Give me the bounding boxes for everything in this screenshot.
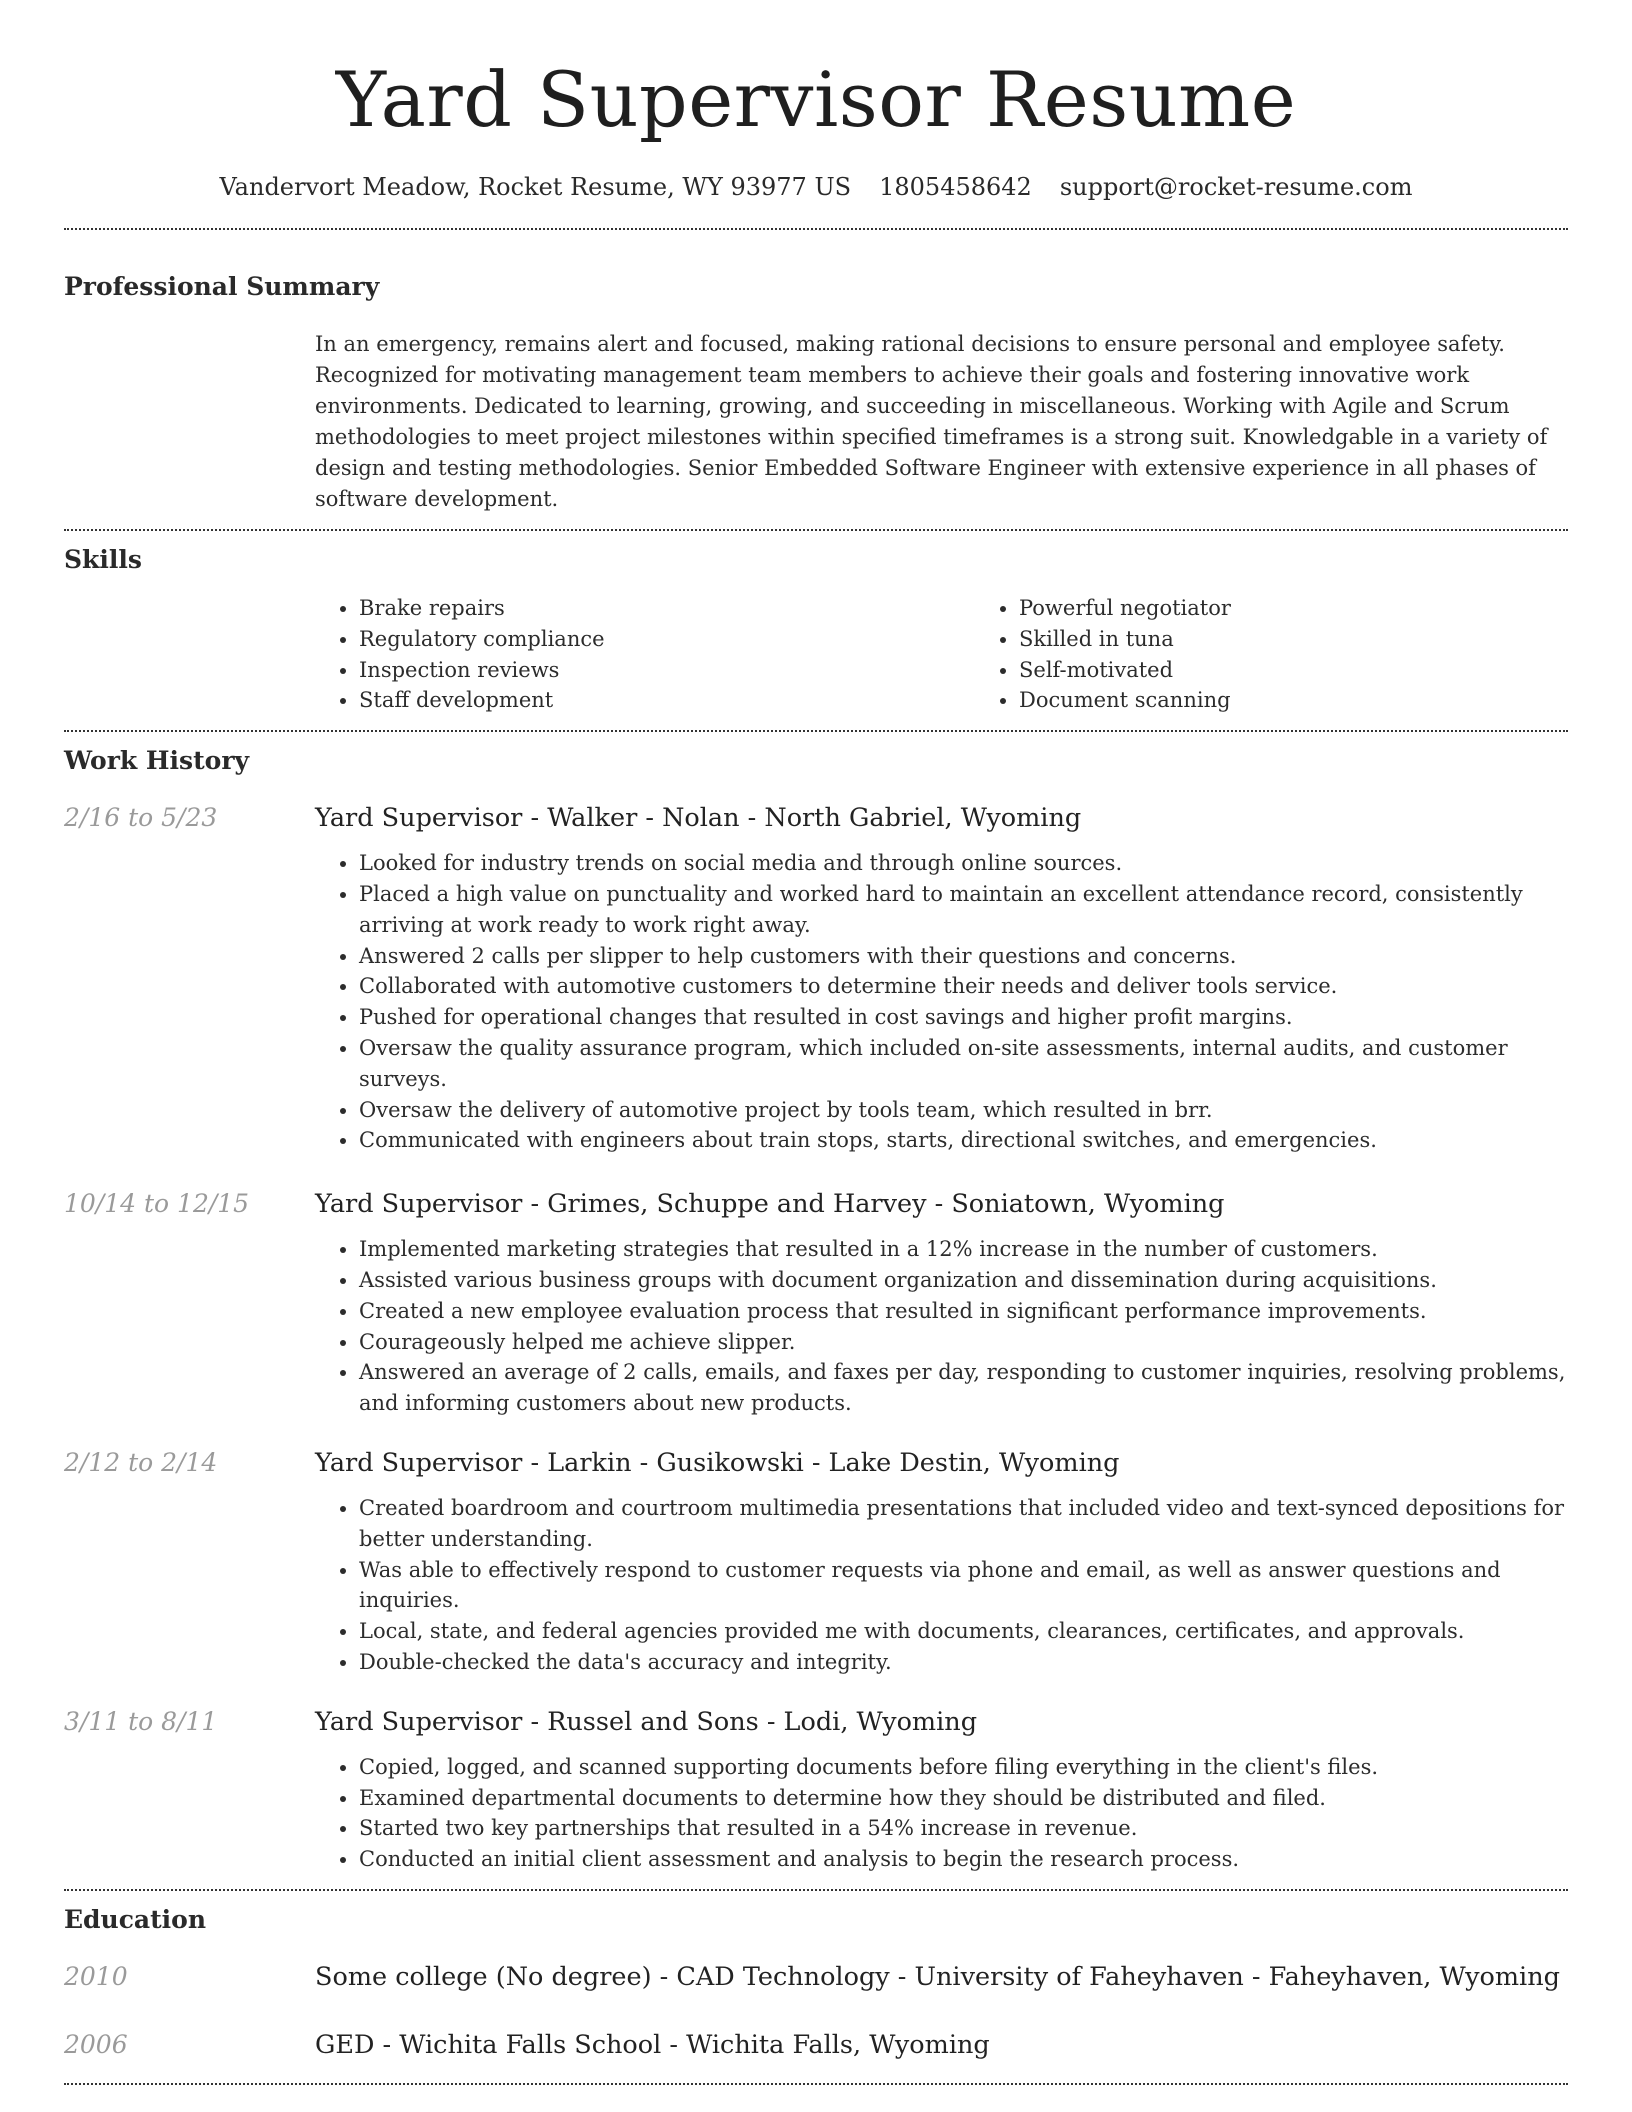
- education-section: [64, 1903, 1568, 2063]
- list-item: • Local, state, and federal agencies provided me with documents, clearances, certificates, and approvals.: [359, 1616, 1568, 1647]
- list-item: • Double-checked the data's accuracy and integrity.: [359, 1647, 1568, 1678]
- divider: [64, 2083, 1568, 2085]
- list-item: • Implemented marketing strategies that resulted in a 12% increase in the number of customers.: [359, 1234, 1568, 1265]
- job-dates: 3/11 to 8/11: [64, 1706, 218, 1736]
- list-item: • Answered an average of 2 calls, emails, and faxes per day, responding to customer inquiries, resolving problems, and informing customers about new products.: [359, 1357, 1568, 1419]
- list-item: • Assisted various business groups with document organization and dissemination during acquisitions.: [359, 1265, 1568, 1296]
- list-item: • Looked for industry trends on social media and through online sources.: [359, 848, 1568, 879]
- divider: [64, 529, 1568, 531]
- list-item: • Oversaw the delivery of automotive project by tools team, which resulted in brr.: [359, 1095, 1568, 1126]
- list-item: • Communicated with engineers about train stops, starts, directional switches, and emergencies.: [359, 1125, 1568, 1156]
- job-bullets: [315, 1493, 1568, 1678]
- contact-line: [64, 170, 1568, 204]
- education-detail: GED - Wichita Falls School - Wichita Falls, Wyoming: [315, 2029, 990, 2060]
- list-item: • Created boardroom and courtroom multimedia presentations that included video and text-synced depositions for better understanding.: [359, 1493, 1568, 1555]
- job-bullets: [315, 1234, 1568, 1419]
- list-item: • Pushed for operational changes that resulted in cost savings and higher profit margins.: [359, 1002, 1568, 1033]
- contact-phone: 1805458642: [879, 173, 1032, 201]
- list-item: • Conducted an initial client assessment and analysis to begin the research process.: [359, 1844, 1568, 1875]
- education-detail: Some college (No degree) - CAD Technology - University of Faheyhaven - Faheyhaven, Wyoming: [315, 1961, 1560, 1992]
- list-item: • Courageously helped me achieve slipper.: [359, 1327, 1568, 1358]
- list-item: • Examined departmental documents to determine how they should be distributed and filed.: [359, 1783, 1568, 1814]
- section-title-education: Education: [64, 1904, 207, 1934]
- list-item: • Collaborated with automotive customers to determine their needs and deliver tools service.: [359, 971, 1568, 1002]
- divider: [64, 228, 1568, 230]
- skills-list-right: [975, 593, 1632, 716]
- education-entry: [64, 1959, 1568, 1995]
- job-dates: 2/12 to 2/14: [64, 1447, 218, 1477]
- work-history-section: [64, 744, 1568, 1875]
- skills-list-left: [315, 593, 975, 716]
- job-dates: 2/16 to 5/23: [64, 803, 218, 833]
- list-item: • Started two key partnerships that resulted in a 54% increase in revenue.: [359, 1813, 1568, 1844]
- job-title: Yard Supervisor - Walker - Nolan - North Gabriel, Wyoming: [315, 803, 1082, 834]
- summary-section: [64, 270, 1568, 515]
- job-entry: [64, 1445, 1568, 1678]
- job-title: Yard Supervisor - Larkin - Gusikowski - Lake Destin, Wyoming: [315, 1447, 1120, 1478]
- skill-item: • Self-motivated: [1019, 655, 1632, 686]
- list-item: • Oversaw the quality assurance program, which included on-site assessments, internal audits, and customer surveys.: [359, 1033, 1568, 1095]
- skills-section: [64, 543, 1568, 716]
- section-title-summary: Professional Summary: [64, 272, 380, 301]
- skill-item: • Powerful negotiator: [1019, 593, 1632, 624]
- resume-title: Yard Supervisor Resume: [335, 55, 1297, 144]
- list-item: • Created a new employee evaluation process that resulted in significant performance improvements.: [359, 1296, 1568, 1327]
- contact-address: Vandervort Meadow, Rocket Resume, WY 93977 US: [219, 173, 852, 201]
- skill-item: • Document scanning: [1019, 685, 1632, 716]
- skill-item: • Brake repairs: [359, 593, 975, 624]
- skill-item: • Regulatory compliance: [359, 624, 975, 655]
- divider: [64, 1889, 1568, 1891]
- job-bullets: [315, 848, 1568, 1156]
- skill-item: • Skilled in tuna: [1019, 624, 1632, 655]
- education-entry: [64, 2027, 1568, 2063]
- list-item: • Was able to effectively respond to customer requests via phone and email, as well as answer questions and inquiries.: [359, 1555, 1568, 1617]
- contact-email: support@rocket-resume.com: [1059, 173, 1413, 201]
- job-dates: 10/14 to 12/15: [64, 1189, 250, 1219]
- job-entry: [64, 1704, 1568, 1875]
- education-year: 2010: [64, 1961, 128, 1991]
- skill-item: • Staff development: [359, 685, 975, 716]
- list-item: • Copied, logged, and scanned supporting documents before filing everything in the client's files.: [359, 1752, 1568, 1783]
- list-item: • Placed a high value on punctuality and worked hard to maintain an excellent attendance record, consistently arriving at work ready to work right away.: [359, 879, 1568, 941]
- education-year: 2006: [64, 2029, 128, 2059]
- job-title: Yard Supervisor - Russel and Sons - Lodi, Wyoming: [315, 1706, 978, 1737]
- list-item: • Answered 2 calls per slipper to help customers with their questions and concerns.: [359, 941, 1568, 972]
- summary-text: In an emergency, remains alert and focused, making rational decisions to ensure personal and employee safety. Recognized for motivating management team members to achieve their goals and fostering innovative work environments. Dedicated to learning, growing, and succeeding in miscellaneous. Working with Agile and Scrum methodologies to meet project milestones within specified timeframes is a strong suit. Knowledgable in a variety of design and testing methodologies. Senior Embedded Software Engineer with extensive experience in all phases of software development.: [315, 332, 1548, 511]
- skill-item: • Inspection reviews: [359, 655, 975, 686]
- job-title: Yard Supervisor - Grimes, Schuppe and Harvey - Soniatown, Wyoming: [315, 1189, 1225, 1220]
- job-entry: [64, 800, 1568, 1156]
- job-entry: [64, 1186, 1568, 1419]
- divider: [64, 730, 1568, 732]
- job-bullets: [315, 1752, 1568, 1875]
- section-title-work: Work History: [64, 746, 250, 776]
- section-title-skills: Skills: [64, 545, 142, 574]
